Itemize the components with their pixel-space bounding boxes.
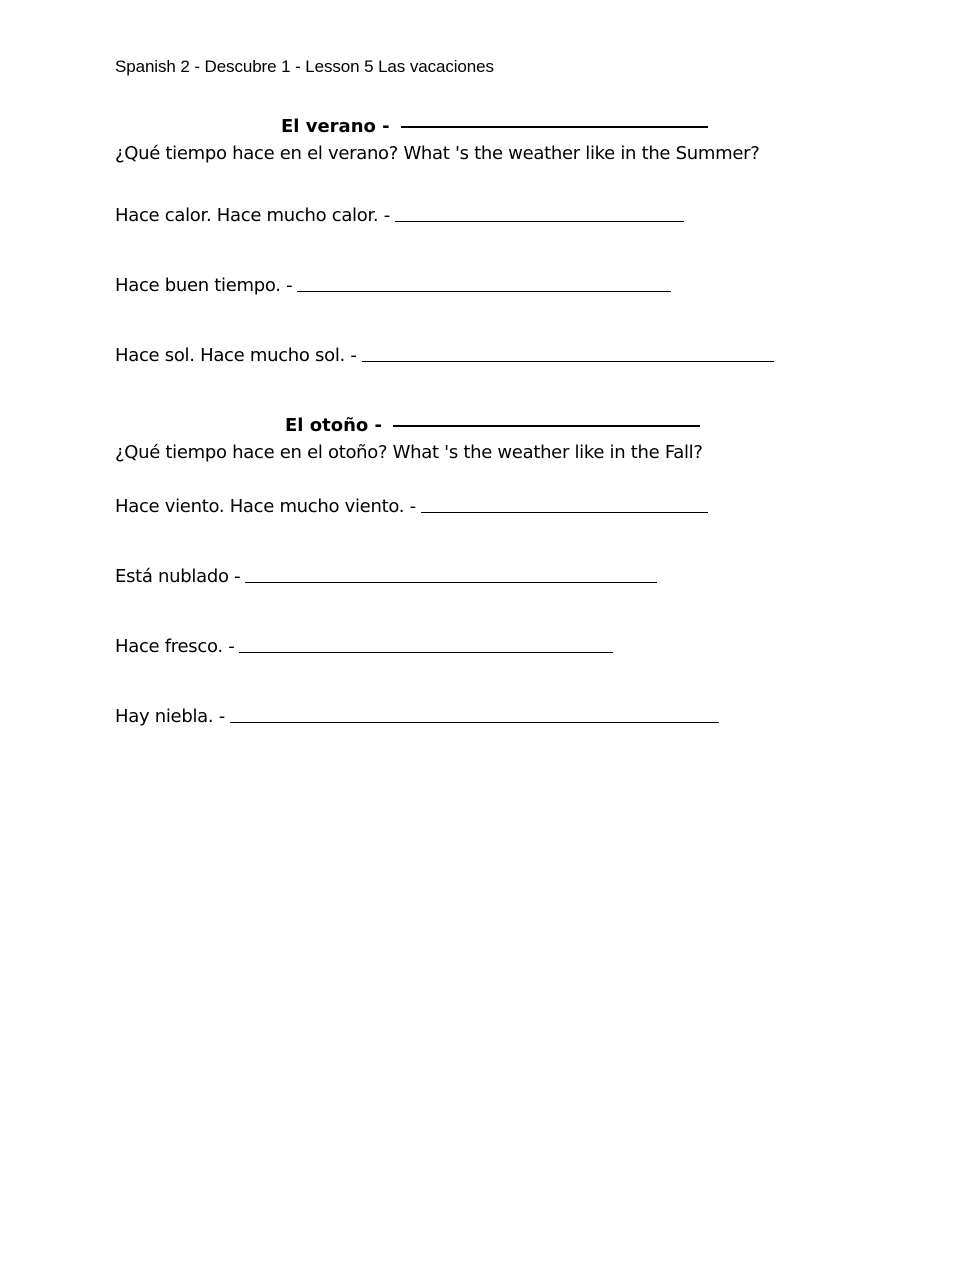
fall-phrase-row <box>115 566 657 587</box>
answer-blank[interactable] <box>421 511 708 513</box>
phrase-label: Hace fresco. - <box>115 636 235 657</box>
phrase-label: Hace sol. Hace mucho sol. - <box>115 345 357 366</box>
answer-blank[interactable] <box>395 220 684 222</box>
fall-heading-blank[interactable] <box>393 424 700 427</box>
worksheet-title: Spanish 2 - Descubre 1 - Lesson 5 Las vacaciones <box>115 57 494 76</box>
fall-heading-label: El otoño - <box>285 415 382 436</box>
phrase-label: Hace calor. Hace mucho calor. - <box>115 205 390 226</box>
phrase-label: Hace buen tiempo. - <box>115 275 293 296</box>
phrase-label: Hace viento. Hace mucho viento. - <box>115 496 416 517</box>
summer-heading-blank[interactable] <box>401 125 708 128</box>
fall-question: ¿Qué tiempo hace en el otoño? What 's the weather like in the Fall? <box>115 442 703 463</box>
fall-phrase-row <box>115 636 613 657</box>
summer-phrase-row <box>115 205 684 226</box>
phrase-label: Hay niebla. - <box>115 706 225 727</box>
summer-heading-label: El verano - <box>281 116 390 137</box>
summer-question: ¿Qué tiempo hace en el verano? What 's the weather like in the Summer? <box>115 143 760 164</box>
fall-phrase-row <box>115 496 708 517</box>
answer-blank[interactable] <box>297 290 671 292</box>
answer-blank[interactable] <box>245 581 657 583</box>
summer-phrase-row <box>115 345 774 366</box>
phrase-label: Está nublado - <box>115 566 241 587</box>
fall-heading <box>285 415 700 436</box>
summer-phrase-row <box>115 275 671 296</box>
answer-blank[interactable] <box>239 651 613 653</box>
fall-phrase-row <box>115 706 719 727</box>
answer-blank[interactable] <box>230 721 719 723</box>
summer-heading <box>281 116 708 137</box>
answer-blank[interactable] <box>362 360 774 362</box>
